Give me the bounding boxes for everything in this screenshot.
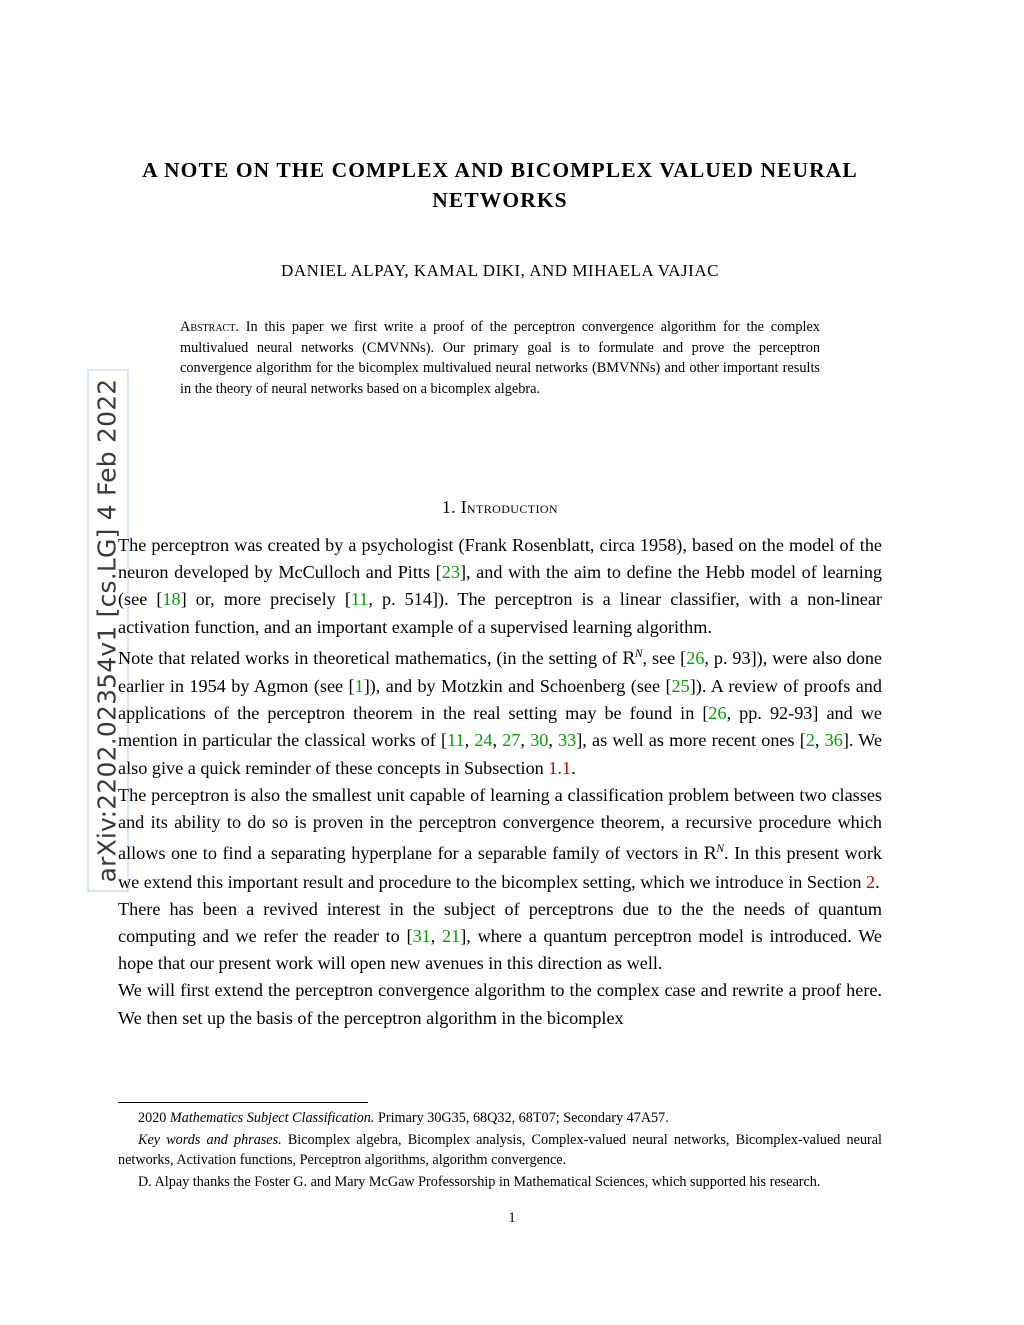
paragraph-1 (118, 532, 882, 641)
text-run: ], where a quantum perceptron model is introduced. We hope that our present work will open new avenues in this direction as well. (118, 925, 882, 974)
citation-link[interactable]: 11 (447, 730, 465, 751)
text-run: , p. 93]), were also done earlier in 1954 by Agmon (see [ (118, 647, 883, 697)
footnote-divider (118, 1102, 368, 1103)
citation-link[interactable]: 30 (530, 730, 549, 751)
math-symbol-reals: R (622, 648, 635, 669)
abstract-heading: Abstract. (180, 319, 239, 335)
page-title: A NOTE ON THE COMPLEX AND BICOMPLEX VALUED NEURAL NETWORKS (142, 158, 858, 212)
arxiv-stamp-text: arXiv:2202.02354v1 [cs.LG] 4 Feb 2022 (88, 370, 129, 892)
text-run: 2020 (138, 1110, 170, 1126)
text-run: , see [ (642, 647, 687, 668)
paragraph-2: Note that related works in theoretical mathematics, (in the setting of $R^N$, see [26, p. 93]), were also done earlier in 1954 by Agmon (see [1]), and by Motzkin and Schoenberg (see [25]). A review of proofs and applications of the perceptron theorem in the real setting may be found in [26, pp. 92-93] and we mention in particular the classical works of [11, 24, 27, 30, 33], as well as more recent ones [2, 36]. We also give a quick reminder of these concepts in Subsection 1.1. (118, 647, 883, 778)
citation-link[interactable]: 31 (412, 925, 431, 946)
citation-link[interactable]: 18 (162, 589, 181, 610)
footnote-keywords (118, 1130, 882, 1171)
text-run: . In this present work we extend this important result and procedure to the bicomplex setting, which we introduce in Section (118, 843, 882, 892)
citation-link[interactable]: 11 (350, 589, 369, 610)
text-run: There has been a revived interest in the subject of perceptrons due to the the needs of quantum computing and we refer the reader to [ (118, 898, 882, 946)
citation-link[interactable]: 25 (671, 676, 690, 697)
math-symbol-reals: R (703, 844, 717, 865)
citation-link[interactable]: 27 (502, 730, 521, 751)
author-list: DANIEL ALPAY, KAMAL DIKI, AND MIHAELA VAJIAC (281, 261, 719, 280)
paragraph-3 (118, 782, 882, 896)
page-number: 1 (508, 1210, 516, 1226)
footnote-acknowledgment: D. Alpay thanks the Foster G. and Mary McGaw Professorship in Mathematical Sciences, which supported his research. (138, 1173, 821, 1190)
cross-reference-link[interactable]: 2 (866, 871, 876, 892)
text-run: ]), and by Motzkin and Schoenberg (see [ (363, 676, 672, 697)
text-run: Bicomplex algebra, Bicomplex analysis, Complex-valued neural networks, Bicomplex-valued neural networks, Activation functions, Perceptron algorithms, algorithm convergence. (118, 1131, 883, 1168)
text-run: . (571, 757, 576, 778)
text-run: ]. We also give a quick reminder of these concepts in Subsection (118, 730, 883, 778)
text-run: Note that related works in theoretical mathematics, (in the setting of (118, 647, 623, 668)
text-run: , pp. 92-93] and we mention in particular the classical works of [ (118, 703, 882, 751)
paragraph-5 (118, 977, 882, 1031)
text-run: The perceptron is also the smallest unit capable of learning a classification problem between two classes and its ability to do so is proven in the perceptron convergence theorem, a recursive procedure which allows one to find a separating hyperplane for a separable family of vectors in (118, 784, 882, 864)
text-run: Primary 30G35, 68Q32, 68T07; Secondary 47A57. (374, 1110, 669, 1126)
footnote-msc (118, 1108, 882, 1129)
paragraph-4: There has been a revived interest in the subject of perceptrons due to the the needs of quantum computing and we refer the reader to [31, 21], where a quantum perceptron model is introduced. We hope that our present work will open new avenues in this direction as well. (118, 898, 882, 974)
math-exponent: N (716, 843, 724, 856)
text-run: ] or, more precisely [ (180, 589, 351, 610)
text-run: The perceptron was created by a psychologist (Frank Rosenblatt, circa 1958), based on the model of the neuron developed by McCulloch and Pitts [ (118, 535, 882, 583)
citation-link[interactable]: 33 (558, 730, 577, 751)
citation-link[interactable]: 26 (708, 703, 727, 724)
citation-link[interactable]: 36 (824, 730, 843, 751)
text-run: We will first extend the perceptron convergence algorithm to the complex case and rewrite a proof here. We then set up the basis of the perceptron algorithm in the bicomplex (118, 980, 882, 1028)
text-run: , p. 514]). The perceptron is a linear classifier, with a non-linear activation function, and an important example of a supervised learning algorithm. (118, 589, 882, 637)
cross-reference-link[interactable]: 1.1 (548, 757, 572, 778)
abstract-block (180, 317, 820, 399)
paper-content (118, 0, 882, 1032)
citation-link[interactable]: 24 (474, 730, 493, 751)
citation-link[interactable]: 26 (686, 647, 705, 668)
citation-link[interactable]: 1 (354, 676, 364, 697)
keywords-label: Key words and phrases. (138, 1131, 282, 1148)
msc-label: Mathematics Subject Classification. (169, 1110, 375, 1126)
text-run: ]). A review of proofs and applications of the perceptron theorem in the real setting may be found in [ (118, 676, 882, 724)
citation-link[interactable]: 23 (441, 562, 460, 583)
section-title: Introduction (460, 497, 558, 517)
citation-link[interactable]: 2 (805, 730, 815, 751)
text-run: . (875, 871, 880, 892)
math-exponent: N (634, 647, 643, 660)
section-number: 1. (441, 497, 456, 517)
citation-link[interactable]: 21 (442, 925, 461, 946)
text-run: ], as well as more recent ones [ (576, 730, 806, 751)
section-heading (118, 497, 882, 518)
abstract-text: In this paper we first write a proof of the perceptron convergence algorithm for the complex multivalued neural networks (CMVNNs). Our primary goal is to formulate and prove the perceptron convergence algorithm for the bicomplex multivalued neural networks (BMVNNs) and other important results in the theory of neural networks based on a bicomplex algebra. (180, 319, 820, 397)
text-run: ], and with the aim to define the Hebb model of learning (see [ (118, 562, 883, 610)
footnote-block (118, 1108, 882, 1193)
